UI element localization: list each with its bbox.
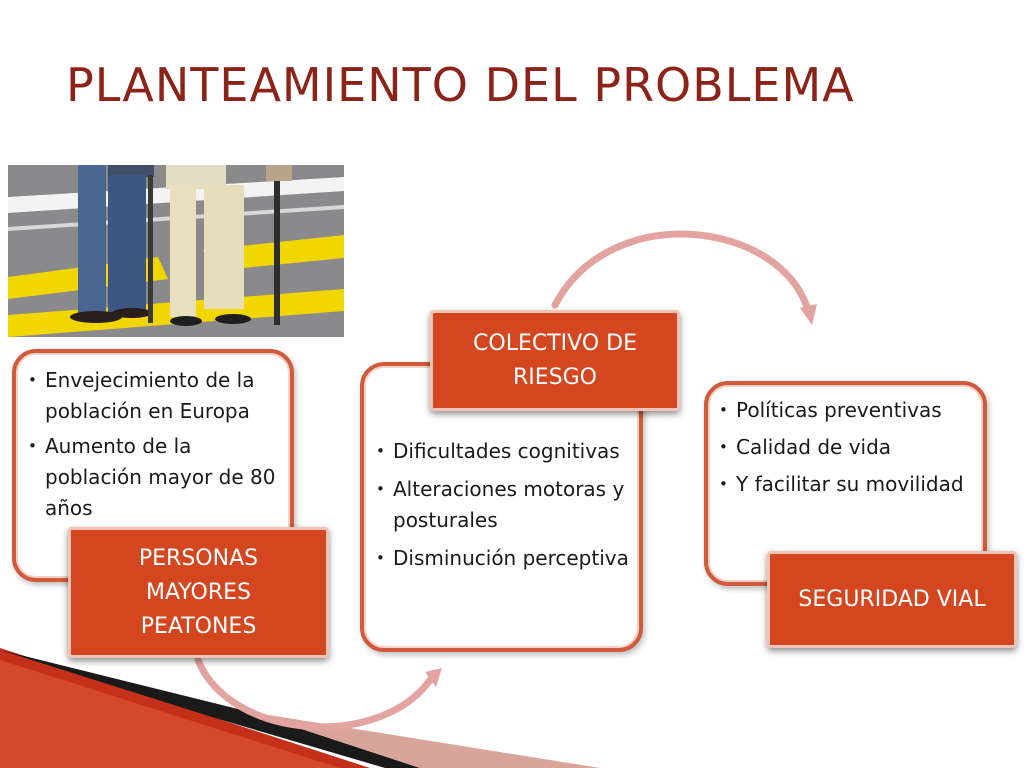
- list-item: • Aumento de la población mayor de 80 años: [28, 431, 278, 524]
- card-bullet-list: [719, 395, 981, 506]
- list-item: • Calidad de vida: [719, 432, 981, 463]
- card-bullet-list: [376, 436, 638, 581]
- card-bullet-list: [28, 365, 278, 528]
- label-line: PEATONES: [140, 613, 257, 639]
- elderly-pedestrians-photo: [8, 165, 344, 337]
- list-item: • Disminución perceptiva: [376, 543, 638, 574]
- label-seguridad-vial: [767, 551, 1017, 648]
- label-line: PERSONAS: [138, 545, 259, 571]
- label-line: RIESGO: [512, 364, 597, 390]
- list-item: • Políticas preventivas: [719, 395, 981, 426]
- label-line: COLECTIVO DE: [473, 330, 637, 356]
- list-item: • Envejecimiento de la población en Europa: [28, 365, 278, 427]
- list-item: • Y facilitar su movilidad: [719, 469, 981, 500]
- page-title: PLANTEAMIENTO DEL PROBLEMA: [66, 58, 855, 112]
- list-item: • Alteraciones motoras y posturales: [376, 474, 638, 536]
- list-item: • Dificultades cognitivas: [376, 436, 638, 467]
- label-colectivo-de-riesgo: [430, 310, 680, 411]
- label-personas-mayores-peatones: [68, 527, 329, 658]
- label-line: MAYORES: [145, 579, 252, 605]
- label-line: SEGURIDAD VIAL: [798, 586, 986, 612]
